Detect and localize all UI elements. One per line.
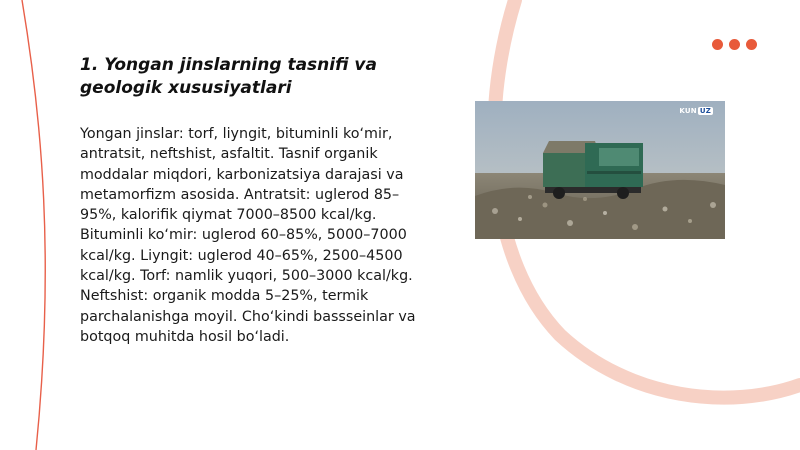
slide-body-text: Yongan jinslar: torf, liyngit, bituminli ko‘mir, antratsit, neftshist, asfaltit. Tasnif organik moddalar miqdori, karbonizatsiya darajasi va metamorfizm asosida. Antratsit: uglerod 85–95%, kalorifik qiymat 7000–8500 kcal/kg. Bituminli ko‘mir: uglerod 60–85%, 5000–7000 kcal/kg. Liyngit: uglerod 40–65%, 2500–4500 kcal/kg. Torf: namlik yuqori, 500–3000 kcal/kg. Neftshist: organik modda 5–25%, termik parchalanishga moyil. Cho‘kindi bassseinlar va botqoq muhitda hosil bo‘ladi. bbox=[80, 126, 416, 345]
dot bbox=[729, 39, 740, 50]
dot bbox=[712, 39, 723, 50]
three-dots-menu-icon bbox=[712, 39, 757, 50]
watermark-logo: KUN UZ bbox=[679, 107, 711, 115]
left-accent-curve bbox=[22, 0, 45, 450]
landfill-truck-photo bbox=[475, 101, 725, 239]
dot bbox=[746, 39, 757, 50]
slide-title: 1. Yongan jinslarning tasnifi va geologik xususiyatlari bbox=[80, 55, 377, 98]
